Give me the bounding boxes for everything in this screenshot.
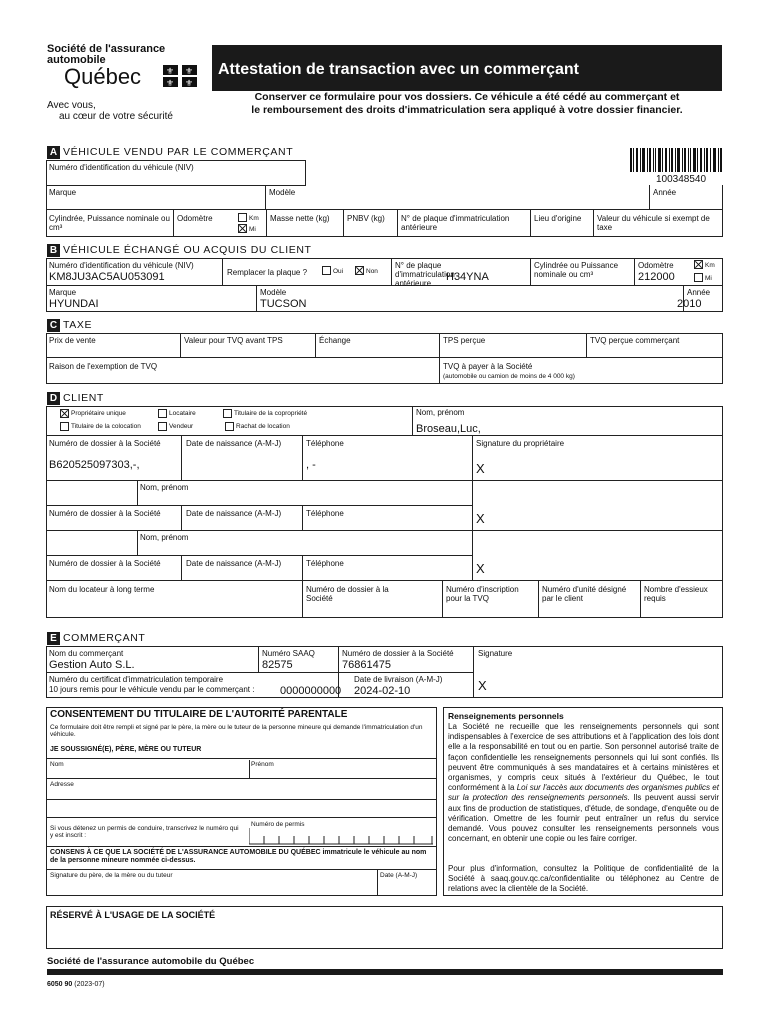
d3-naissance-label: Date de naissance (A-M-J) [186, 559, 282, 568]
footer-code: 6050 90 (2023-07) [47, 981, 105, 988]
a-cyl-label: Cylindrée, Puissance nominale ou cm³ [49, 214, 170, 232]
e-cert-value[interactable]: 0000000000 [280, 685, 342, 697]
d3-signature-x: X [476, 561, 485, 576]
d1-signature-x: X [476, 461, 485, 476]
c-raison-label: Raison de l'exemption de TVQ [49, 362, 158, 371]
d-coloc-checkbox[interactable] [60, 422, 69, 431]
d-nom-label: Nom, prénom [416, 408, 465, 417]
section-d-letter: D [47, 392, 60, 405]
d-num-unite-label: Numéro d'unité désigné par le client [542, 585, 627, 603]
a-valeur-label: Valeur du véhicule si exempt de taxe [597, 214, 710, 232]
d3-nom-label: Nom, prénom [140, 533, 189, 542]
svg-text:⚜: ⚜ [166, 79, 175, 88]
barcode-number: 100348540 [656, 174, 707, 185]
consent-adresse-field[interactable] [46, 778, 437, 818]
section-d-title: CLIENT [63, 392, 104, 404]
d-copro-checkbox[interactable] [223, 409, 232, 418]
d-num-dossier-label: Numéro de dossier à la Société [306, 585, 389, 603]
d-row-type [46, 406, 723, 436]
b-modele-label: Modèle [260, 288, 287, 297]
a-marque-label: Marque [49, 188, 77, 197]
consent-nom-label: Nom [50, 761, 64, 768]
d1-dossier-value[interactable]: B620525097303,-, [49, 459, 140, 471]
e-dossier-label: Numéro de dossier à la Société [342, 649, 454, 658]
svg-text:⚜: ⚜ [185, 79, 194, 88]
b-plaque-value[interactable]: H34YNA [446, 271, 489, 283]
consent-consens: CONSENS À CE QUE LA SOCIÉTÉ DE L'ASSURANCE AUTOMOBILE DU QUÉBEC immatricule le véhicule au nom de la personne mineure nommée ci-dessus. [50, 849, 427, 864]
section-b-letter: B [47, 244, 60, 257]
d3-telephone-label: Téléphone [306, 559, 344, 568]
a-plaque-label: N° de plaque d'immatriculation antérieure [401, 214, 510, 232]
b-km-checkbox[interactable] [694, 260, 703, 269]
d-prop-unique-checkbox[interactable] [60, 409, 69, 418]
a-modele-label: Modèle [269, 188, 296, 197]
subtitle-line1: Conserver ce formulaire pour vos dossiers. Ce véhicule a été cédé au commerçant et [254, 91, 680, 103]
privacy-title: Renseignements personnels [448, 711, 564, 721]
section-a-letter: A [47, 146, 60, 159]
section-a-title: VÉHICULE VENDU PAR LE COMMERÇANT [63, 146, 294, 158]
c-tps-label: TPS perçue [443, 336, 486, 345]
form-title: Attestation de transaction avec un commerçant [212, 45, 722, 91]
d2-dossier-label: Numéro de dossier à la Société [49, 509, 161, 518]
a-lieu-label: Lieu d'origine [534, 214, 582, 223]
svg-text:⚜: ⚜ [166, 67, 175, 77]
e-signature-label: Signature [478, 649, 513, 658]
d-vendeur-checkbox[interactable] [158, 422, 167, 431]
org-name-line2: automobile [47, 54, 106, 66]
d-client-name[interactable]: Broseau,Luc, [416, 423, 481, 435]
consent-permis-q: Si vous détenez un permis de conduire, transcrivez le numéro qui y est inscrit : [50, 825, 239, 839]
b-modele-value[interactable]: TUCSON [260, 298, 307, 310]
section-e-title: COMMERÇANT [63, 632, 146, 644]
d1-telephone-value[interactable]: , - [306, 459, 316, 471]
d2-signature-x: X [476, 511, 485, 526]
d1-signature-label: Signature du propriétaire [476, 439, 565, 448]
c-valeur-tvq-label: Valeur pour TVQ avant TPS [184, 336, 283, 345]
b-odo-label: Odomètre [638, 261, 674, 270]
d-rachat-checkbox[interactable] [225, 422, 234, 431]
c-tvq-payer-label: TVQ à payer à la Société [443, 362, 533, 371]
a-annee-label: Année [653, 188, 677, 197]
b-mi-checkbox[interactable] [694, 273, 703, 282]
e-livraison-label: Date de livraison (A-M-J) [354, 675, 443, 684]
e-nom-label: Nom du commerçant [49, 649, 124, 658]
d-essieux-label: Nombre d'essieux requis [644, 585, 708, 603]
section-b-title: VÉHICULE ÉCHANGÉ OU ACQUIS DU CLIENT [63, 244, 312, 256]
section-c-letter: C [47, 319, 60, 332]
e-livraison-value[interactable]: 2024-02-10 [354, 685, 411, 697]
b-niv-value[interactable]: KM8JU3AC5AU053091 [49, 271, 165, 283]
b-oui-checkbox[interactable] [322, 266, 331, 275]
subtitle-line2: le remboursement des droits d'immatriculation sera appliqué à votre dossier financier. [251, 104, 683, 116]
consent-prenom-label: Prénom [251, 761, 274, 768]
b-cyl-label: Cylindrée ou Puissance nominale ou cm³ [534, 261, 619, 279]
e-dossier-value[interactable]: 76861475 [342, 659, 391, 671]
a-row2 [46, 185, 723, 210]
a-pnbv-label: PNBV (kg) [347, 214, 385, 223]
d2-telephone-label: Téléphone [306, 509, 344, 518]
a-mi-checkbox[interactable] [238, 224, 247, 233]
a-km-checkbox[interactable] [238, 213, 247, 222]
d1-telephone-label: Téléphone [306, 439, 344, 448]
b-annee-label: Année [687, 288, 711, 297]
d2-nom-label: Nom, prénom [140, 483, 189, 492]
a-masse-label: Masse nette (kg) [270, 214, 330, 223]
privacy-paragraph1: La Société ne recueille que les renseignements personnels qui sont indispensables à l'exercice de ses attributions et à l'application des lois dont elle a la responsabilité en tout ou en partie. Son personnel autorisé traite de façon confidentielle les renseignements personnels qui lui sont confiés. Ils peuvent être communiqués à ses mandataires et à certains ministères et organismes, y compris ceux situés à l'extérieur du Québec, le tout conformément à la Loi sur l'accès aux documents des organismes publics et sur la protection des renseignements personnels. Ils peuvent aussi servir aux fins de production de statistiques, d'étude, de sondage, d'enquête ou de vérification. Omettre de les fournir peut entraîner un refus du service demandé. Vous pouvez consulter les renseignements personnels vous concernant, en obtenir une copie ou les faire corriger. [448, 722, 720, 844]
consent-intro: Ce formulaire doit être rempli et signé par le père, la mère ou le tuteur de la personne mineure qui demande l'immatriculation d'un véhicule. [50, 724, 423, 738]
section-e-letter: E [47, 632, 60, 645]
e-cert-label1: Numéro du certificat d'immatriculation temporaire [49, 675, 224, 684]
tagline-line1: Avec vous, [47, 100, 96, 111]
e-cert-label2: 10 jours remis pour le véhicule vendu par le commerçant : [49, 685, 255, 694]
consent-title: CONSENTEMENT DU TITULAIRE DE L'AUTORITÉ PARENTALE [50, 709, 348, 720]
a-odo-label: Odomètre [177, 214, 213, 223]
e-saaq-value[interactable]: 82575 [262, 659, 293, 671]
e-signature-x: X [478, 678, 487, 693]
c-tvq-note: (automobile ou camion de moins de 4 000 kg) [443, 373, 575, 380]
d-locateur-label: Nom du locateur à long terme [49, 585, 155, 594]
b-marque-value[interactable]: HYUNDAI [49, 298, 99, 310]
b-marque-label: Marque [49, 288, 77, 297]
c-tvq-commercant-label: TVQ perçue commerçant [590, 336, 680, 345]
svg-text:⚜: ⚜ [185, 67, 194, 77]
reserved-title: RÉSERVÉ À L'USAGE DE LA SOCIÉTÉ [50, 910, 216, 920]
b-plaque-label: N° de plaque d'immatriculation antérieure [395, 261, 455, 288]
d2-naissance-label: Date de naissance (A-M-J) [186, 509, 282, 518]
quebec-flag-icon [161, 64, 199, 88]
c-prix-label: Prix de vente [49, 336, 96, 345]
org-name-line1: Société de l'assurance [47, 43, 166, 55]
c-echange-label: Échange [319, 336, 351, 345]
b-remplacer-label: Remplacer la plaque ? [227, 268, 308, 277]
d3-dossier-label: Numéro de dossier à la Société [49, 559, 161, 568]
b-row2 [46, 286, 723, 312]
section-c-title: TAXE [63, 319, 93, 331]
b-niv-label: Numéro d'identification du véhicule (NIV) [49, 261, 194, 270]
b-non-checkbox[interactable] [355, 266, 364, 275]
consent-sig-label: Signature du père, de la mère ou du tuteur [50, 872, 173, 879]
footer-bar [47, 969, 723, 975]
privacy-paragraph2: Pour plus d'information, consultez la Politique de confidentialité de la Société à saaq.gouv.qc.ca/confidentialite ou téléphonez au Centre de relations avec la clientèle de la Société. [448, 864, 719, 894]
e-saaq-label: Numéro SAAQ [262, 649, 315, 658]
permis-tick-boxes[interactable] [249, 828, 433, 845]
a-niv-label: Numéro d'identification du véhicule (NIV) [49, 163, 194, 172]
b-odo-value[interactable]: 212000 [638, 271, 675, 283]
e-nom-value[interactable]: Gestion Auto S.L. [49, 659, 135, 671]
d1-naissance-label: Date de naissance (A-M-J) [186, 439, 282, 448]
quebec-wordmark: Québec [64, 64, 142, 89]
d-num-tvq-label: Numéro d'inscription pour la TVQ [446, 585, 519, 603]
barcode-icon [630, 148, 722, 172]
b-annee-value[interactable]: 2010 [677, 298, 702, 310]
consent-date-label: Date (A-M-J) [380, 872, 418, 879]
consent-adresse-label: Adresse [50, 781, 74, 788]
d1-dossier-label: Numéro de dossier à la Société [49, 439, 161, 448]
tagline-line2: au cœur de votre sécurité [59, 111, 173, 122]
footer-org: Société de l'assurance automobile du Québec [47, 956, 255, 967]
d-locataire-checkbox[interactable] [158, 409, 167, 418]
consent-je: JE SOUSSIGNÉ(E), PÈRE, MÈRE OU TUTEUR [50, 746, 202, 753]
consent-permis-label: Numéro de permis [251, 821, 305, 828]
